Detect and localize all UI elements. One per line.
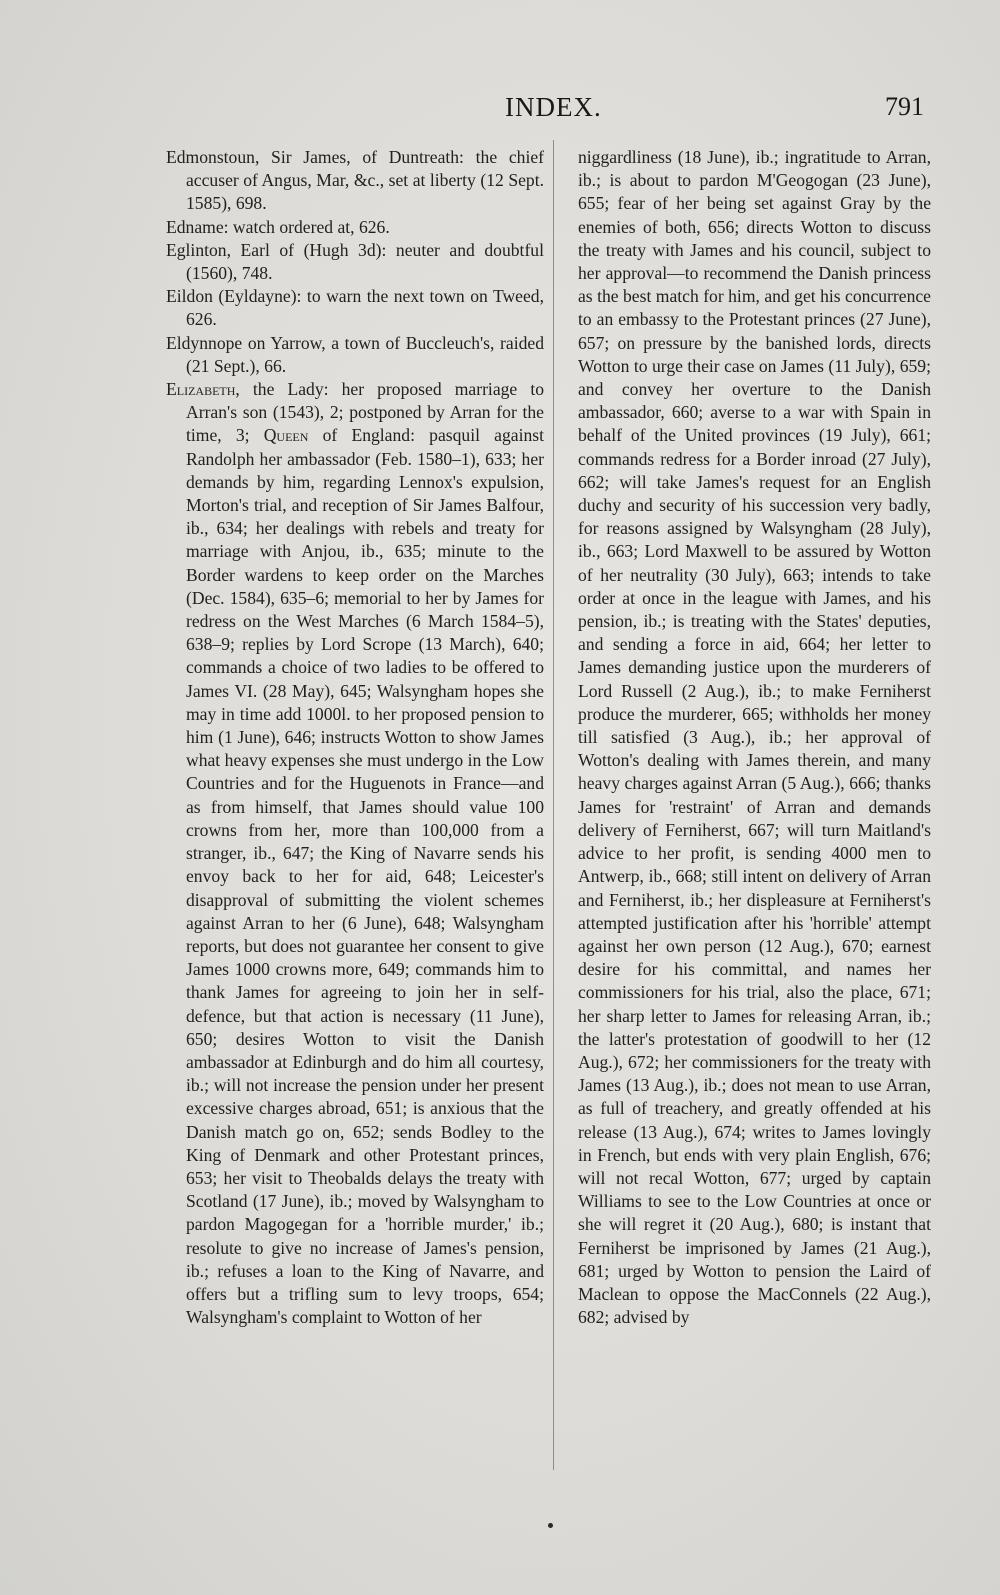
index-entry: Eglinton, Earl of (Hugh 3d): neuter and doubtful (1560), 748. xyxy=(166,239,544,284)
column-divider xyxy=(553,140,554,1470)
entry-text: , the Lady: her proposed marriage to Arran's son (1543), 2; postponed by Arran for the time, 3; xyxy=(186,379,544,446)
right-column xyxy=(578,146,931,1329)
entry-subhead: Queen xyxy=(263,425,309,446)
running-title: INDEX. xyxy=(505,92,602,122)
index-entry: Eldynnope on Yarrow, a town of Buccleuch's, raided (21 Sept.), 66. xyxy=(166,332,544,376)
left-column xyxy=(166,146,544,1329)
entry-text: of England: pasquil against Randolph her ambassador (Feb. 1580–1), 633; her demands by him, regarding Lennox's expulsion, Morton's trial, and reception of Sir James Balfour, ib., 634; her dealings with rebels and treaty for marriage with Anjou, ib., 635; minute to the Border wardens to keep order on the Marches (Dec. 1584), 635–6; memorial to her by James for redress on the West Marches (6 March 1584–5), 638–9; replies by Lord Scrope (13 March), 640; commands a choice of two ladies to be offered to James VI. (28 May), 645; Walsyngham hopes she may in time add 1000l. to her proposed pension to him (1 June), 646; instructs Wotton to show James what heavy expenses she must undergo in the Low Countries and for the Huguenots in France—and as from himself, that James should value 100 crowns from her, more than 100,000 from a stranger, ib., 647; the King of Navarre sends his envoy back to her for aid, 648; Leicester's disapproval of submitting the violent schemes against Arran to her (6 June), 648; Walsyngham reports, but does not guarantee her consent to give James 1000 crowns more, 649; commands him to thank James for agreeing to join her in self-defence, but that action is necessary (11 June), 650; desires Wotton to visit the Danish ambassador at Edinburgh and do him all courtesy, ib.; will not increase the pension under her present excessive charges abroad, 651; is anxious that the Danish match go on, 652; sends Bodley to the King of Denmark and other Protestant princes, 653; her visit to Theobalds delays the treaty with Scotland (17 June), ib.; moved by Walsyngham to pardon Magogegan for a 'horrible murder,' ib.; resolute to give no increase of James's pension, ib.; refuses a loan to the King of Navarre, and offers but a trifling sum to levy troops, 654; Walsyngham's complaint to Wotton of her xyxy=(186,425,544,1328)
index-entry: Edname: watch ordered at, 626. xyxy=(166,216,390,237)
index-entry-elizabeth xyxy=(166,378,544,1329)
page-number: 791 xyxy=(885,92,924,121)
page-speck xyxy=(548,1523,553,1528)
index-entry: Eildon (Eyldayne): to warn the next town on Tweed, 626. xyxy=(166,286,544,330)
index-entry: Edmonstoun, Sir James, of Duntreath: the chief accuser of Angus, Mar, &c., set at liberty (12 Sept. 1585), 698. xyxy=(166,147,544,214)
entry-headword: Elizabeth xyxy=(166,379,236,400)
index-entry-continuation: niggardliness (18 June), ib.; ingratitude to Arran, ib.; is about to pardon M'Geogogan (23 June), 655; fear of her being set against Gray by the enemies of both, 656; directs Wotton to discuss the treaty with James and his council, subject to her approval—to recommend the Danish princess as the best match for him, and get his concurrence to an embassy to the Protestant princes (27 June), 657; on pressure by the banished lords, directs Wotton to urge their case on James (11 July), 659; and convey her overture to the Danish ambassador, 660; averse to a war with Spain in behalf of the United provinces (19 July), 661; commands redress for a Border inroad (27 July), 662; will take James's request for an English duchy and security of his succession very badly, for reasons assigned by Walsyngham (28 July), ib., 663; Lord Maxwell to be assured by Wotton of her neutrality (30 July), 663; intends to take order at once in the league with James, and his pension, ib.; is treating with the States' deputies, and sending a force in aid, 664; her letter to James demanding justice upon the murderers of Lord Russell (2 Aug.), ib.; to make Ferniherst produce the murderer, 665; withholds her money till satisfied (3 Aug.), ib.; her approval of Wotton's dealing with James therein, and many heavy charges against Arran (5 Aug.), 666; thanks James for 'restraint' of Arran and demands delivery of Ferniherst, 667; will turn Maitland's advice to her profit, is sending 4000 men to Antwerp, ib., 668; still intent on delivery of Arran and Ferniherst, ib.; her displeasure at Ferniherst's attempted justification after his 'horrible' attempt against her own person (12 Aug.), 670; earnest desire for his committal, and names her commissioners for his trial, also the place, 671; her sharp letter to James for releasing Arran, ib.; the latter's protestation of goodwill to her (12 Aug.), 672; her commissioners for the treaty with James (13 Aug.), ib.; does not mean to use Arran, as full of treachery, and greatly offended at his release (13 Aug.), 674; writes to James lovingly in French, but ends with very plain English, 676; will not recal Wotton, 677; urged by captain Williams to see to the Low Countries at once or she will regret it (20 Aug.), 680; is instant that Ferniherst be imprisoned by James (21 Aug.), 681; urged by Wotton to pension the Laird of Maclean to oppose the MacConnels (22 Aug.), 682; advised by xyxy=(578,147,931,1328)
page-header xyxy=(0,92,1000,132)
